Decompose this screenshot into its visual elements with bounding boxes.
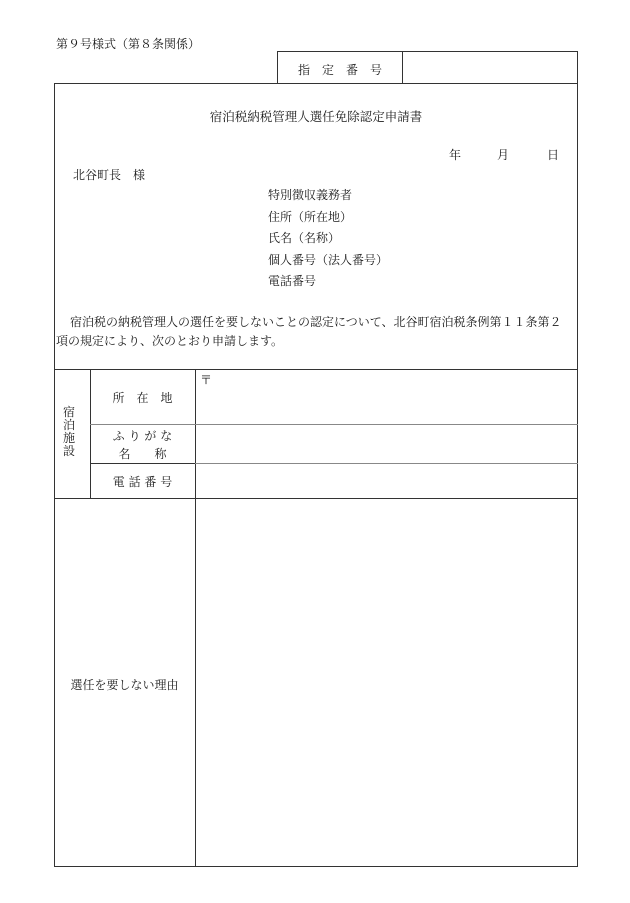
- facility-name-label: 名 称: [118, 447, 167, 461]
- facility-location-field[interactable]: [214, 371, 574, 422]
- reason-label: 選任を要しない理由: [70, 678, 179, 692]
- addressee: 北谷町長 様: [73, 168, 146, 182]
- body-text-line2: 項の規定により、次のとおり申請します。: [56, 334, 284, 348]
- applicant-address-label: 住所（所在地）: [268, 210, 353, 224]
- date-month-label: 月: [497, 148, 510, 162]
- applicant-name-label: 氏名（名称）: [268, 231, 341, 245]
- applicant-id-number-label: 個人番号（法人番号）: [268, 253, 389, 267]
- date-year-label: 年: [449, 148, 462, 162]
- applicant-role: 特別徴収義務者: [268, 188, 353, 202]
- form-title: 宿泊税納税管理人選任免除認定申請書: [209, 109, 423, 124]
- form-number-label: 第９号様式（第８条関係）: [56, 37, 201, 51]
- designation-number-label: 指 定 番 号: [297, 63, 382, 77]
- designation-number-field[interactable]: [404, 53, 576, 83]
- facility-phone-label: 電 話 番 号: [112, 475, 173, 489]
- applicant-phone-label: 電話番号: [268, 274, 317, 288]
- facility-furigana-label: ふ り が な: [112, 429, 173, 443]
- body-text-line1: 宿泊税の納税管理人の選任を要しないことの認定について、北谷町宿泊税条例第１１条第２: [70, 315, 562, 329]
- facility-name-field[interactable]: [198, 426, 574, 461]
- facility-location-label: 所 在 地: [112, 391, 173, 405]
- facility-group-label: 宿泊施設: [63, 405, 76, 458]
- reason-field[interactable]: [198, 501, 574, 864]
- facility-phone-field[interactable]: [198, 465, 574, 496]
- date-day-label: 日: [547, 148, 560, 162]
- postal-code-mark: 〒: [200, 373, 213, 387]
